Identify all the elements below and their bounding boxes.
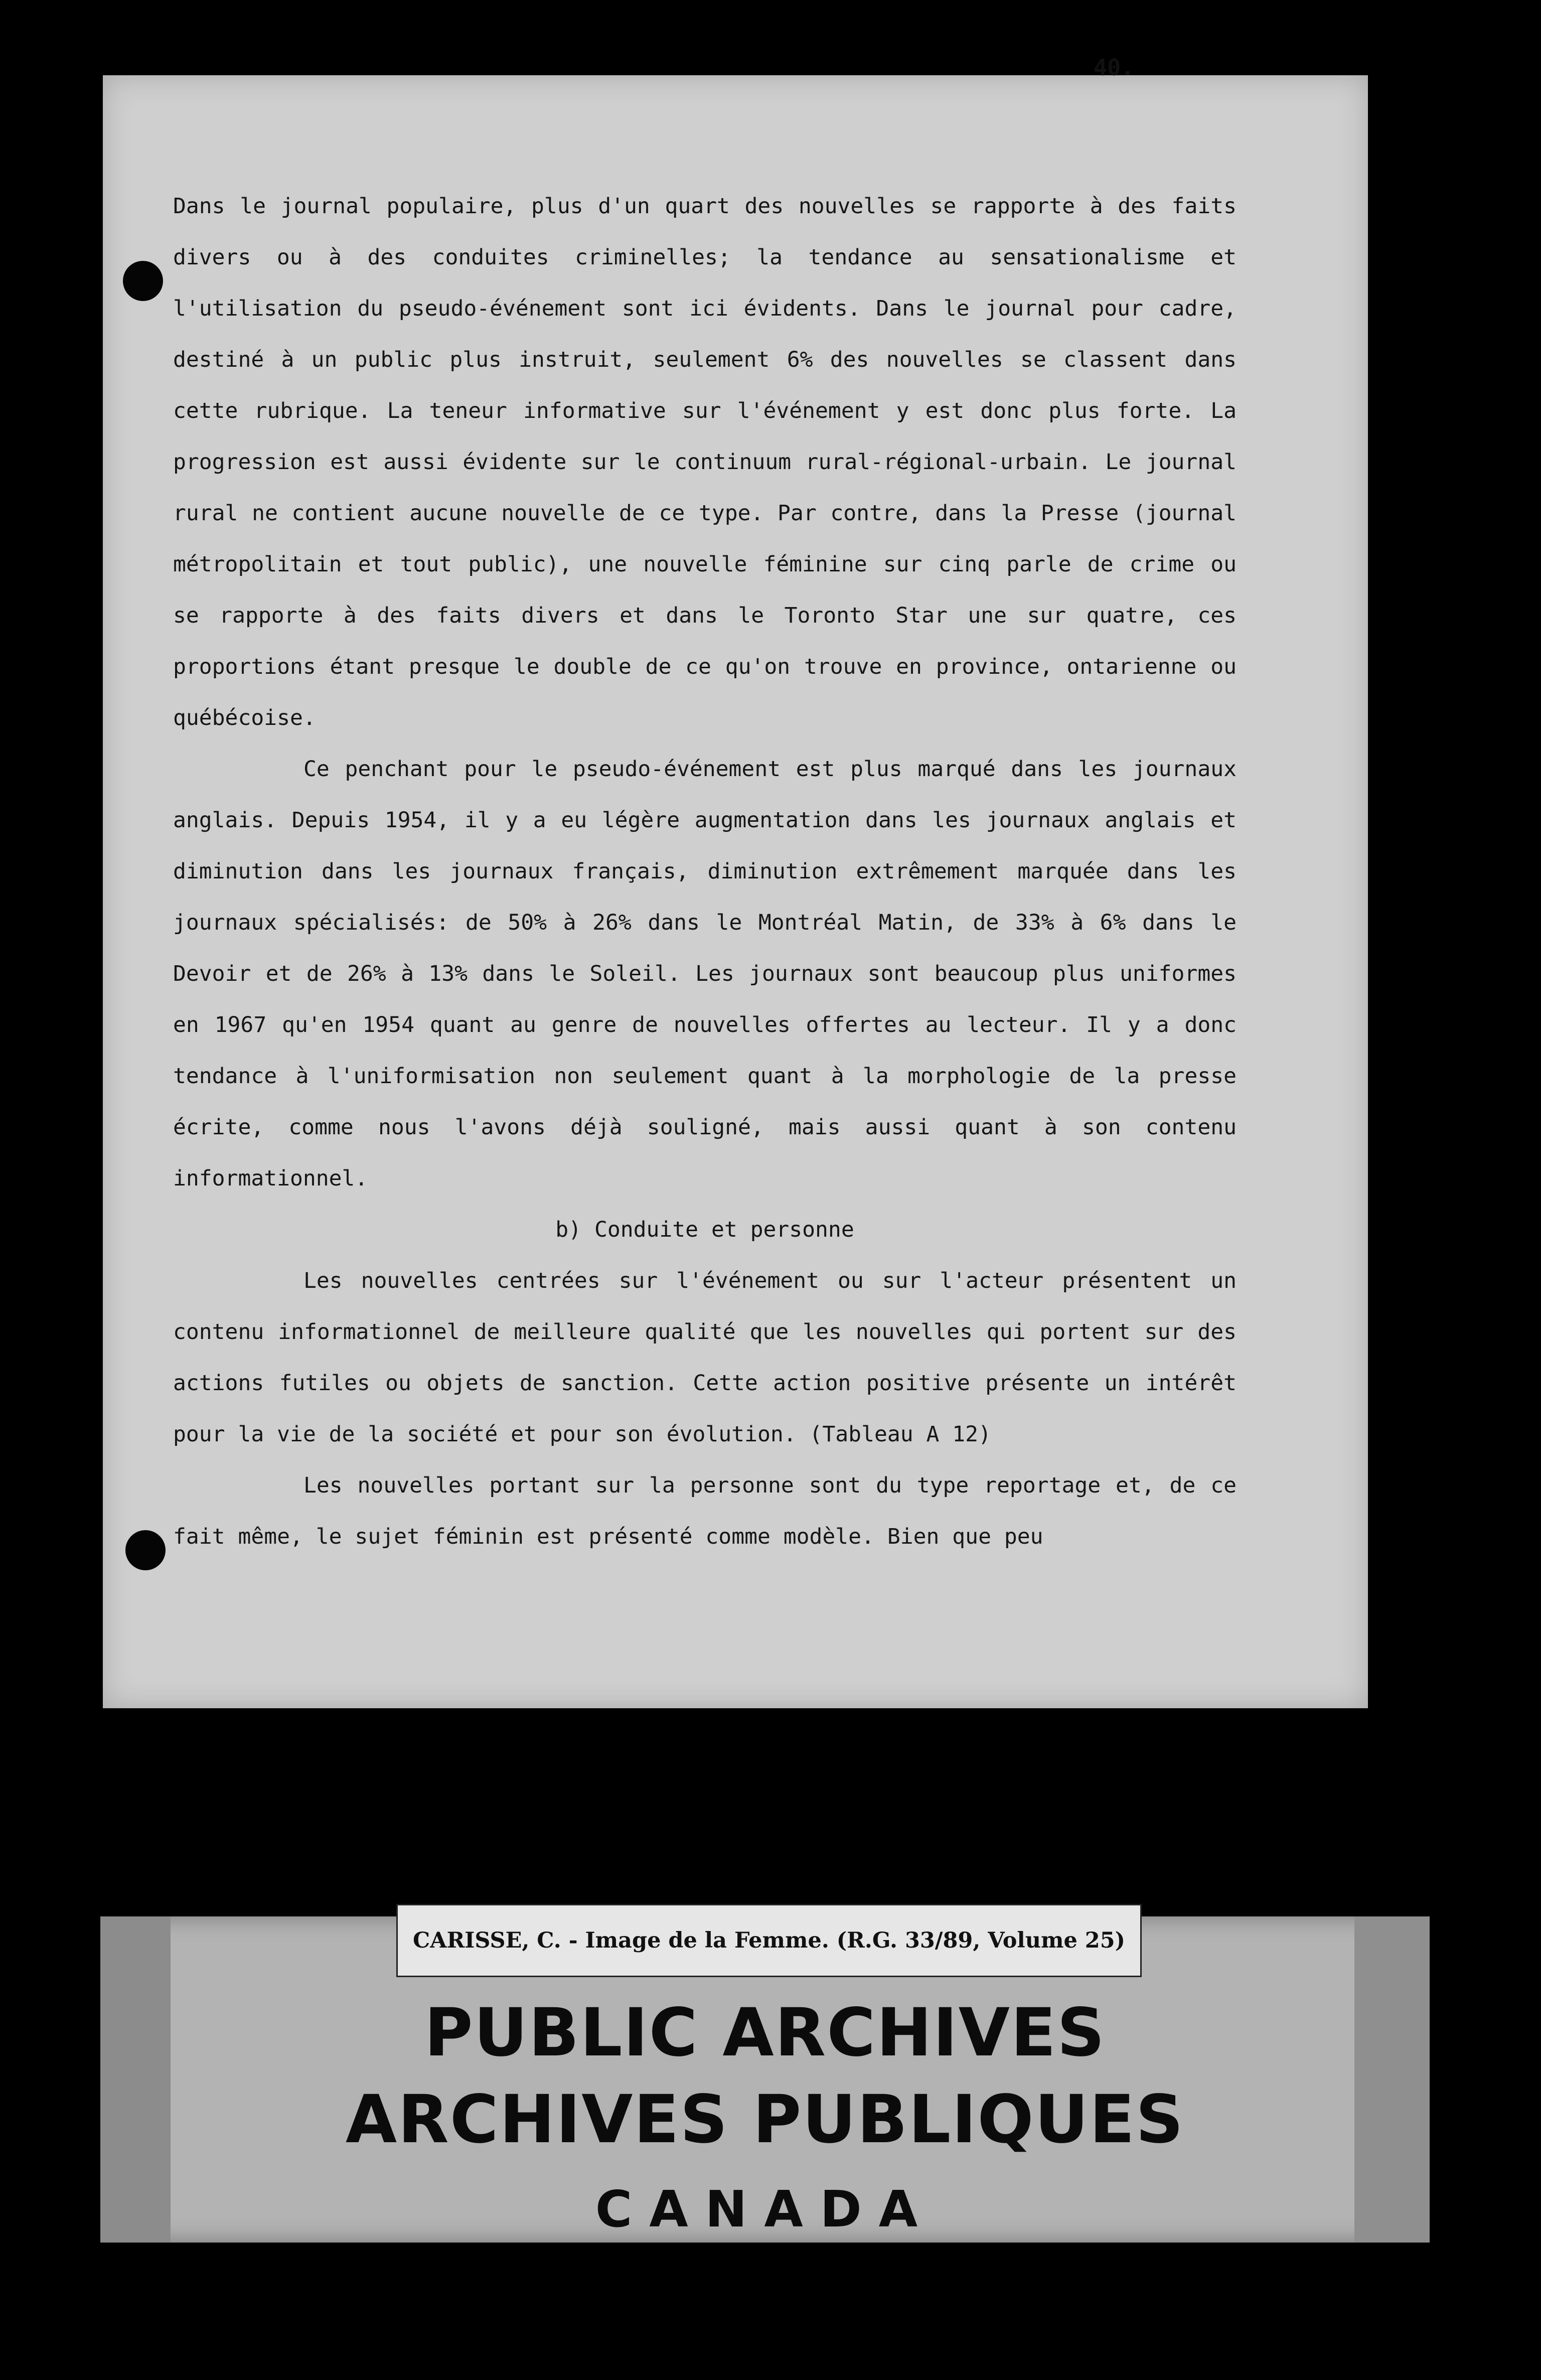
punch-hole-top (123, 261, 163, 301)
document-body (173, 181, 1237, 1562)
page-number: 40. (1094, 54, 1135, 81)
archive-title-french: ARCHIVES PUBLIQUES (345, 2081, 1184, 2158)
archive-label (396, 1904, 1142, 1977)
section-heading: b) Conduite et personne (555, 1217, 854, 1242)
paragraph-3: Les nouvelles centrées sur l'événement ou sur l'acteur présentent un contenu informationnel de meilleure qualité que les nouvelles qui portent sur des actions futiles ou objets de sanction. Cette action positive présente un intérêt pour la vie de la société et pour son évolution. (Tableau A 12) (173, 1268, 1237, 1447)
punch-hole-bottom (125, 1530, 166, 1570)
paragraph-2: Ce penchant pour le pseudo-événement est plus marqué dans les journaux anglais. Depuis 1954, il y a eu légère augmentation dans les journaux anglais et diminution dans les journaux français, diminution extrêmement marquée dans les journaux spécialisés: de 50% à 26% dans le Montréal Matin, de 33% à 6% dans le Devoir et de 26% à 13% dans le Soleil. Les journaux sont beaucoup plus uniformes en 1967 qu'en 1954 quant au genre de nouvelles offertes au lecteur. Il y a donc tendance à l'uniformisation non seulement quant à la morphologie de la presse écrite, comme nous l'avons déjà souligné, mais aussi quant à son contenu informationnel. (173, 757, 1237, 1191)
archive-label-text: CARISSE, C. - Image de la Femme. (R.G. 33/89, Volume 25) (412, 1928, 1125, 1953)
archive-title-english: PUBLIC ARCHIVES (424, 1994, 1106, 2071)
archive-country: CANADA (595, 2180, 935, 2239)
paragraph-4: Les nouvelles portant sur la personne sont du type reportage et, de ce fait même, le sujet féminin est présenté comme modèle. Bien que peu (173, 1473, 1237, 1549)
paragraph-1: Dans le journal populaire, plus d'un quart des nouvelles se rapporte à des faits divers ou à des conduites criminelles; la tendance au sensationalisme et l'utilisation du pseudo-événement sont ici évidents. Dans le journal pour cadre, destiné à un public plus instruit, seulement 6% des nouvelles se classent dans cette rubrique. La teneur informative sur l'événement y est donc plus forte. La progression est aussi évidente sur le continuum rural-régional-urbain. Le journal rural ne contient aucune nouvelle de ce type. Par contre, dans la Presse (journal métropolitain et tout public), une nouvelle féminine sur cinq parle de crime ou se rapporte à des faits divers et dans le Toronto Star une sur quatre, ces proportions étant presque le double de ce qu'on trouve en province, ontarienne ou québécoise. (173, 194, 1237, 730)
